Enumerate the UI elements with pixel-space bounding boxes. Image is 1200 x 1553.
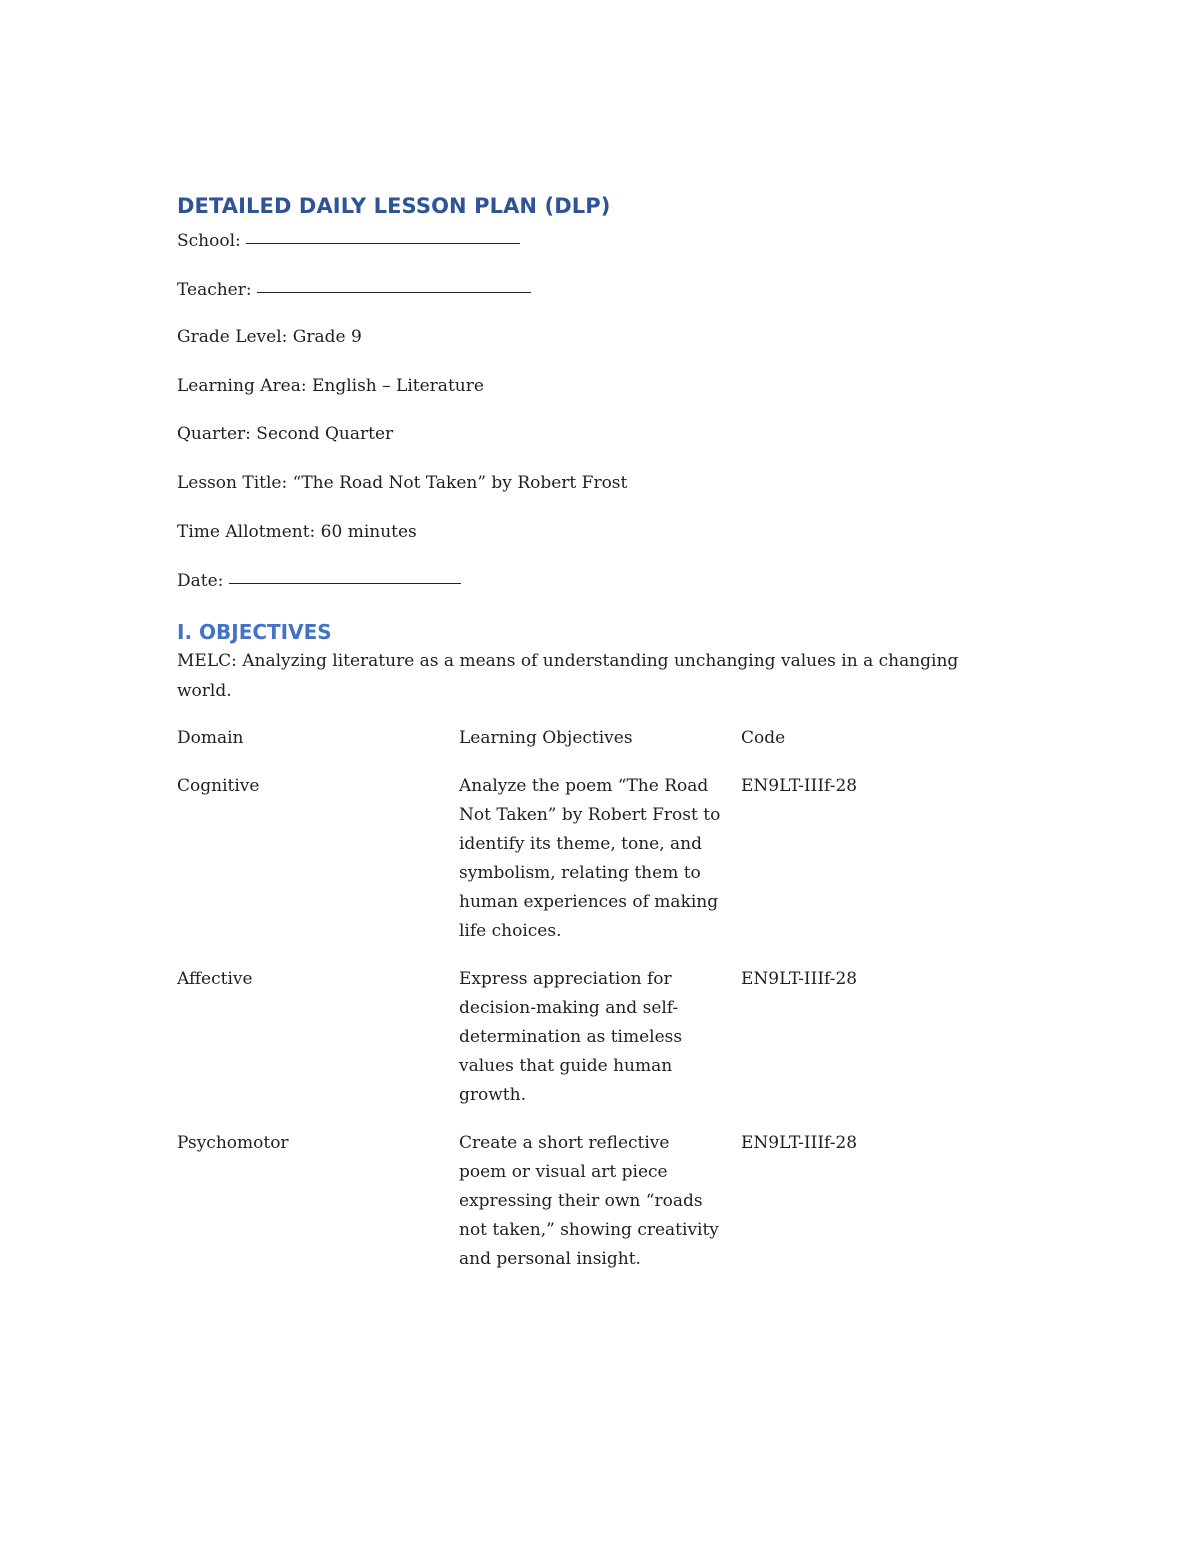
teacher-field xyxy=(177,274,1007,304)
learning-area-field: Learning Area: English – Literature xyxy=(177,375,484,396)
table-row xyxy=(177,1110,1007,1274)
objectives-heading: I. OBJECTIVES xyxy=(177,620,332,645)
row-code: EN9LT-IIIf-28 xyxy=(741,969,858,990)
date-blank-line[interactable] xyxy=(229,563,461,584)
table-header-row xyxy=(177,724,1007,753)
row-code: EN9LT-IIIf-28 xyxy=(741,1133,858,1154)
row-objective-cell xyxy=(459,946,741,1110)
lesson-title-field: Lesson Title: “The Road Not Taken” by Robert Frost xyxy=(177,472,628,493)
teacher-blank-line[interactable] xyxy=(257,272,531,293)
row-domain: Affective xyxy=(177,969,253,990)
header-domain: Domain xyxy=(177,728,244,749)
grade-level-field: Grade Level: Grade 9 xyxy=(177,327,362,348)
header-learning-objectives: Learning Objectives xyxy=(459,728,633,749)
row-objective: Analyze the poem “The Road Not Taken” by Robert Frost to identify its theme, tone, and symbolism, relating them to human experiences of making life choices. xyxy=(459,776,721,942)
melc-text: MELC: Analyzing literature as a means of understanding unchanging values in a changing world. xyxy=(177,651,959,701)
document-body xyxy=(177,191,1007,1274)
row-objective: Express appreciation for decision-making and self-determination as timeless values that guide human growth. xyxy=(459,969,683,1106)
table-row xyxy=(177,753,1007,946)
row-objective-cell xyxy=(459,1110,741,1274)
teacher-label: Teacher: xyxy=(177,279,252,300)
header-code: Code xyxy=(741,728,786,749)
document-title: DETAILED DAILY LESSON PLAN (DLP) xyxy=(177,194,611,218)
row-domain: Cognitive xyxy=(177,776,260,797)
date-label: Date: xyxy=(177,571,224,592)
table-row xyxy=(177,946,1007,1110)
objectives-table xyxy=(177,724,1007,1274)
school-field xyxy=(177,225,1007,255)
row-objective-cell xyxy=(459,753,741,946)
time-allotment-field: Time Allotment: 60 minutes xyxy=(177,521,417,542)
quarter-field: Quarter: Second Quarter xyxy=(177,424,394,445)
row-objective: Create a short reflective poem or visual art piece expressing their own “roads not taken,” showing creativity and personal insight. xyxy=(459,1133,719,1270)
school-blank-line[interactable] xyxy=(246,223,520,244)
row-domain: Psychomotor xyxy=(177,1133,289,1154)
row-code: EN9LT-IIIf-28 xyxy=(741,776,858,797)
school-label: School: xyxy=(177,231,241,251)
date-field xyxy=(177,565,1007,595)
